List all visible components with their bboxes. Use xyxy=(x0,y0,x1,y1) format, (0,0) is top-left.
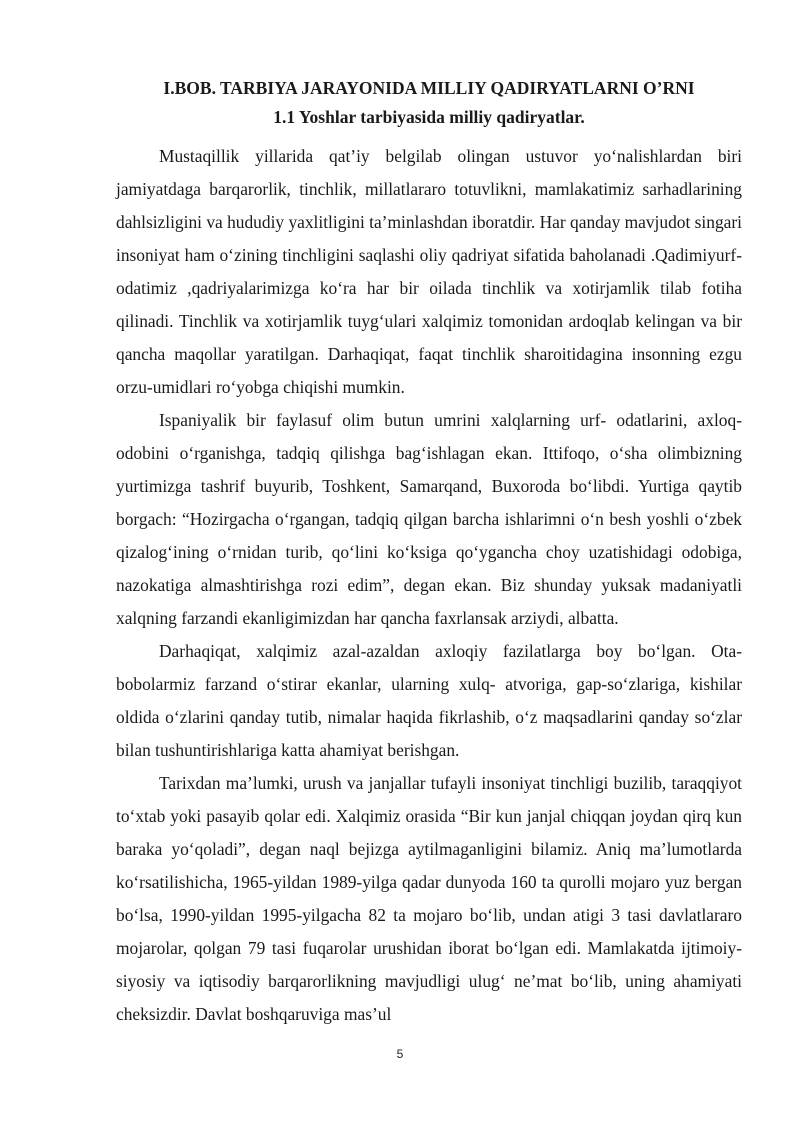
chapter-title: I.BOB. TARBIYA JARAYONIDA MILLIY QADIRYATLARNI O’RNI xyxy=(163,78,695,98)
body-paragraph: Ispaniyalik bir faylasuf olim butun umrini xalqlarning urf- odatlarini, axloq-odobini o‘rganishga, tadqiq qilishga bag‘ishlagan ekan. Ittifoqo, o‘sha olimbizning yurtimizga tashrif buyurib, Toshkent, Samarqand, Buxoroda bo‘libdi. Yurtiga qaytib borgach: “Hozirgacha o‘rgangan, tadqiq qilgan barcha ishlarimni o‘n besh yoshli o‘zbek qizalog‘ining o‘rnidan turib, qo‘lini ko‘ksiga qo‘ygancha choy uzatishidagi odobiga, nazokatiga almashtirishga rozi edim”, degan ekan. Biz shunday yuksak madaniyatli xalqning farzandi ekanligimizdan har qancha faxrlansak arziydi, albatta. xyxy=(116,410,742,628)
body-paragraph: Tarixdan ma’lumki, urush va janjallar tufayli insoniyat tinchligi buzilib, taraqqiyot to‘xtab yoki pasayib qolar edi. Xalqimiz orasida “Bir kun janjal chiqqan joydan qirq kun baraka yo‘qoladi”, degan naql bejizga aytilmaganligini bilamiz. Aniq ma’lumotlarda ko‘rsatilishicha, 1965-yildan 1989-yilga qadar dunyoda 160 ta qurolli mojaro yuz bergan bo‘lsa, 1990-yildan 1995-yilgacha 82 ta mojaro bo‘lib, undan atigi 3 tasi davlatlararo mojarolar, qolgan 79 tasi fuqarolar urushidan iborat bo‘lgan edi. Mamlakatda ijtimoiy-siyosiy va iqtisodiy barqarorlikning mavjudligi ulug‘ ne’mat bo‘lib, uning ahamiyati cheksizdir. Davlat boshqaruviga mas’ul xyxy=(116,773,742,1024)
page-number: 5 xyxy=(396,1047,404,1061)
section-title: 1.1 Yoshlar tarbiyasida milliy qadiryatlar. xyxy=(273,107,585,127)
body-paragraph: Mustaqillik yillarida qat’iy belgilab olingan ustuvor yo‘nalishlardan biri jamiyatdaga barqarorlik, tinchlik, millatlararo totuvlikni, mamlakatimiz sarhadlarining dahlsizligini va hududiy yaxlitligini ta’minlashdan iboratdir. Har qanday mavjudot singari insoniyat ham o‘zining tinchligini saqlashi oliy qadriyat sifatida baholanadi .Qadimiyurf-odatimiz ,qadriyalarimizga ko‘ra har bir oilada tinchlik va xotirjamlik tilab fotiha qilinadi. Tinchlik va xotirjamlik tuyg‘ulari xalqimiz tomonidan ardoqlab kelingan va bir qancha maqollar yaratilgan. Darhaqiqat, faqat tinchlik sharoitidagina insonning ezgu orzu-umidlari ro‘yobga chiqishi mumkin. xyxy=(116,146,742,397)
page-content xyxy=(116,76,742,1031)
body-paragraph: Darhaqiqat, xalqimiz azal-azaldan axloqiy fazilatlarga boy bo‘lgan. Ota-bobolarmiz farzand o‘stirar ekanlar, ularning xulq- atvoriga, gap-so‘zlariga, kishilar oldida o‘zlarini qanday tutib, nimalar haqida fikrlashib, o‘z maqsadlarini qanday so‘zlar bilan tushuntirishlariga katta ahamiyat berishgan. xyxy=(116,641,742,760)
